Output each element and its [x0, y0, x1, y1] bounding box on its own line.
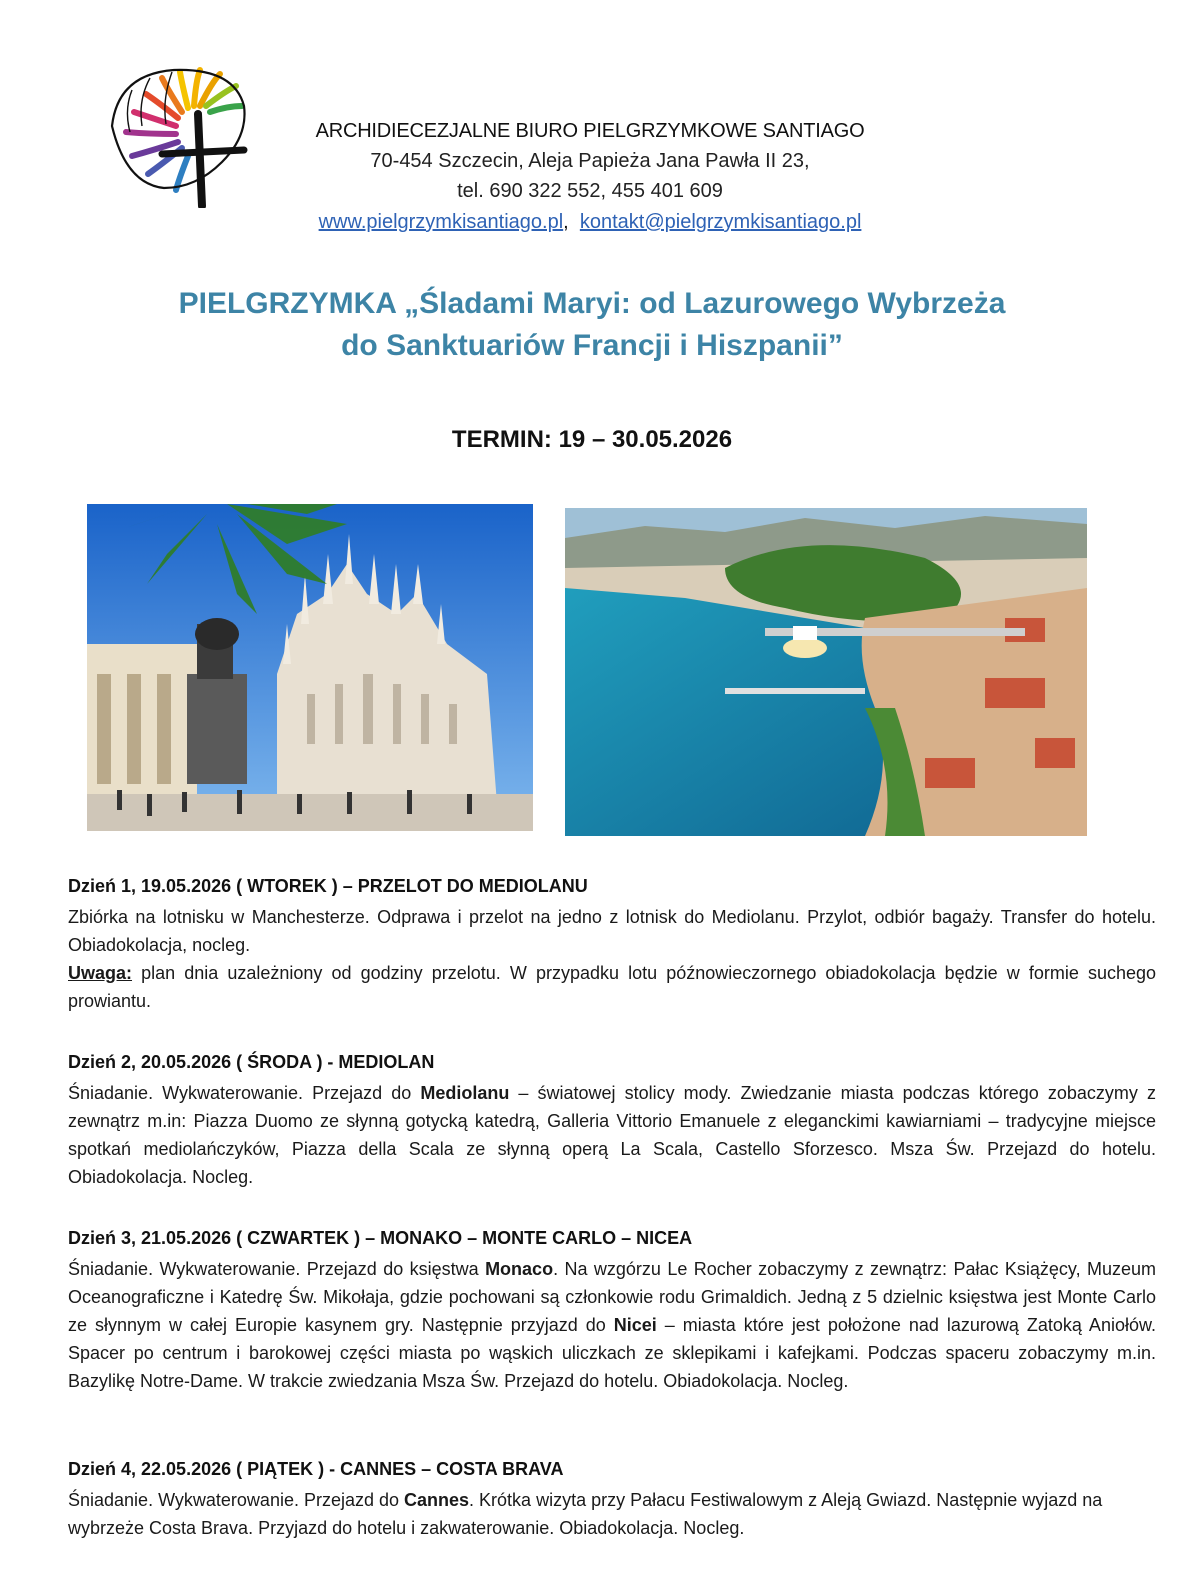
day-3-heading: Dzień 3, 21.05.2026 ( CZWARTEK ) – MONAKO – MONTE CARLO – NICEA — [68, 1228, 693, 1248]
milan-cathedral-photo — [87, 504, 533, 831]
place-name: Nicei — [613, 1315, 657, 1335]
day-2-text — [68, 1079, 1156, 1191]
title-line-2: do Sanktuariów Francji i Hiszpanii” — [341, 329, 843, 362]
note-label: Uwaga: — [68, 963, 133, 983]
organization-name: ARCHIDIECEZJALNE BIURO PIELGRZYMKOWE SANTIAGO — [315, 120, 865, 142]
link-separator: , — [563, 211, 569, 233]
day-3-text-part: Śniadanie. Wykwaterowanie. Przejazd do księstwa — [68, 1259, 486, 1279]
day-2-heading: Dzień 2, 20.05.2026 ( ŚRODA ) - MEDIOLAN — [68, 1052, 435, 1072]
day-4-text-part: Śniadanie. Wykwaterowanie. Przejazd do — [68, 1490, 405, 1510]
day-1-section — [68, 873, 1156, 1015]
place-name: Monaco — [485, 1259, 554, 1279]
nice-coast-photo — [565, 508, 1087, 836]
contact-links — [180, 206, 1000, 238]
organization-header — [180, 116, 1000, 238]
place-name: Cannes — [404, 1490, 470, 1510]
day-3-text — [68, 1255, 1156, 1395]
day-4-heading: Dzień 4, 22.05.2026 ( PIĄTEK ) - CANNES – COSTA BRAVA — [68, 1459, 564, 1479]
day-1-text: Zbiórka na lotnisku w Manchesterze. Odprawa i przelot na jedno z lotnisk do Mediolanu. Przylot, odbiór bagaży. Transfer do hotelu. Obiadokolacja, nocleg. — [68, 907, 1156, 955]
term-dates: TERMIN: 19 – 30.05.2026 — [451, 426, 733, 453]
day-1-note — [68, 959, 1156, 1015]
organization-address: 70-454 Szczecin, Aleja Papieża Jana Pawła II 23, — [370, 150, 810, 172]
day-4-section — [68, 1456, 1156, 1542]
pilgrimage-title — [100, 283, 1084, 367]
organization-phone: tel. 690 322 552, 455 401 609 — [457, 180, 723, 202]
note-text: plan dnia uzależniony od godziny przelotu. W przypadku lotu późnowieczornego obiadokolacja będzie w formie suchego prowiantu. — [68, 963, 1156, 1011]
website-link[interactable]: www.pielgrzymkisantiago.pl — [318, 211, 564, 233]
day-2-section — [68, 1049, 1156, 1191]
day-2-text-part: Śniadanie. Wykwaterowanie. Przejazd do — [68, 1083, 421, 1103]
day-4-text-part: . Krótka wizyta przy Pałacu Festiwalowym z Aleją Gwiazd. Następnie wyjazd na wybrzeże Costa Brava. Przyjazd do hotelu i zakwaterowanie. Obiadokolacja. Nocleg. — [68, 1490, 1103, 1538]
day-2-text-part: – światowej stolicy mody. Zwiedzanie miasta podczas którego zobaczymy z zewnątrz m.in: Piazza Duomo ze słynną gotycką katedrą, Galleria Vittorio Emanuele z eleganckimi kawiarniami – tradycyjne miejsce spotkań mediolańczyków, Piazza della Scala ze słynną operą La Scala, Castello Sforzesco. Msza Św. Przejazd do hotelu. Obiadokolacja. Nocleg. — [68, 1083, 1156, 1187]
day-1-heading: Dzień 1, 19.05.2026 ( WTOREK ) – PRZELOT DO MEDIOLANU — [68, 876, 588, 896]
day-3-text-part: . Na wzgórzu Le Rocher zobaczymy z zewnątrz: Pałac Książęcy, Muzeum Oceanograficzne i Katedrę Św. Mikołaja, gdzie pochowani są członkowie rodu Grimaldich. Jedną z 5 dzielnic księstwa jest Monte Carlo ze słynnym w całej Europie kasynem gry. Następnie przyjazd do — [68, 1259, 1156, 1335]
place-name: Mediolanu — [420, 1083, 510, 1103]
email-link[interactable]: kontakt@pielgrzymkisantiago.pl — [579, 211, 862, 233]
day-3-section — [68, 1225, 1156, 1395]
title-line-1: PIELGRZYMKA „Śladami Maryi: od Lazurowego Wybrzeża — [178, 287, 1006, 320]
day-4-text — [68, 1486, 1156, 1542]
day-3-text-part: – miasta które jest położone nad lazurową Zatoką Aniołów. Spacer po centrum i barokowej części miasta po wąskich uliczkach ze sklepikami i kafejkami. Podczas spaceru zobaczymy m.in. Bazylikę Notre-Dame. W trakcie zwiedzania Msza Św. Przejazd do hotelu. Obiadokolacja. Nocleg. — [68, 1315, 1156, 1391]
